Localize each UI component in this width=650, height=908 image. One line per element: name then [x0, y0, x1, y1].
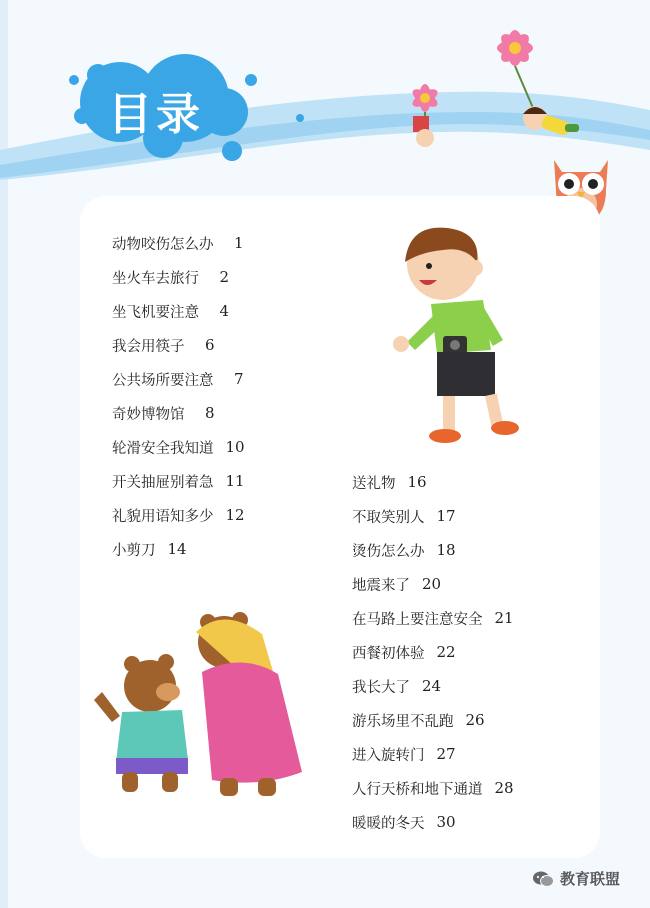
toc-entry-page: 8 [204, 404, 215, 422]
toc-entry-page: 16 [407, 473, 427, 491]
toc-entry[interactable] [352, 709, 485, 731]
toc-entry-page: 14 [167, 540, 187, 558]
toc-entry-title: 轮滑安全我知道 [112, 440, 214, 457]
toc-entry-page: 20 [422, 575, 442, 593]
page-title: 目录 [108, 89, 204, 140]
toc-entry[interactable] [352, 675, 441, 697]
toc-entry-title: 送礼物 [352, 475, 396, 492]
toc-entry[interactable] [112, 470, 245, 492]
toc-entry-title: 地震来了 [352, 577, 410, 594]
flower-kite-girl-illustration [395, 20, 585, 150]
toc-entry[interactable] [352, 811, 456, 833]
toc-entry-title: 人行天桥和地下通道 [352, 781, 483, 798]
bear-family-illustration [92, 612, 317, 802]
wechat-icon [532, 870, 554, 888]
toc-entry-page: 22 [436, 643, 456, 661]
toc-entry-page: 6 [204, 336, 215, 354]
toc-entry[interactable] [112, 334, 215, 356]
toc-entry-page: 28 [494, 779, 514, 797]
toc-entry-title: 进入旋转门 [352, 747, 425, 764]
toc-entry-page: 7 [233, 370, 244, 388]
toc-entry-title: 公共场所要注意 [112, 372, 214, 389]
toc-entry[interactable] [112, 436, 245, 458]
toc-entry[interactable] [352, 471, 427, 493]
toc-entry-title: 我长大了 [352, 679, 410, 696]
toc-entry-page: 17 [436, 507, 456, 525]
toc-entry[interactable] [112, 504, 245, 526]
toc-entry[interactable] [352, 505, 456, 527]
toc-entry[interactable] [112, 368, 244, 390]
toc-entry[interactable] [352, 607, 514, 629]
toc-entry-page: 11 [225, 472, 245, 490]
toc-entry-title: 动物咬伤怎么办 [112, 236, 214, 253]
toc-entry-page: 24 [422, 677, 442, 695]
toc-entry[interactable] [352, 743, 456, 765]
watermark-text: 教育联盟 [560, 870, 621, 888]
toc-entry-title: 烫伤怎么办 [352, 543, 425, 560]
toc-entry-title: 游乐场里不乱跑 [352, 713, 454, 730]
toc-entry[interactable] [352, 539, 456, 561]
toc-entry-page: 18 [436, 541, 456, 559]
toc-entry[interactable] [352, 777, 514, 799]
toc-entry-title: 礼貌用语知多少 [112, 508, 214, 525]
watermark [532, 868, 620, 889]
toc-entry[interactable] [352, 641, 456, 663]
toc-entry[interactable] [352, 573, 441, 595]
toc-entry-page: 2 [219, 268, 229, 286]
toc-entry-page: 21 [494, 609, 514, 627]
toc-entry[interactable] [112, 232, 244, 254]
toc-entry-title: 小剪刀 [112, 542, 156, 559]
toc-entry-title: 坐飞机要注意 [112, 304, 199, 321]
toc-entry[interactable] [112, 538, 187, 560]
toc-entry-title: 奇妙博物馆 [112, 406, 185, 423]
toc-entry-page: 26 [465, 711, 485, 729]
toc-entry-page: 12 [225, 506, 245, 524]
toc-entry-page: 27 [436, 745, 456, 763]
toc-entry-page: 4 [219, 302, 229, 320]
toc-entry[interactable] [112, 402, 215, 424]
toc-entry-page: 1 [233, 234, 244, 252]
toc-entry-title: 坐火车去旅行 [112, 270, 199, 287]
toc-entry-title: 西餐初体验 [352, 645, 425, 662]
toc-entry-title: 不取笑别人 [352, 509, 425, 526]
toc-entry-title: 暖暖的冬天 [352, 815, 425, 832]
toc-entry[interactable] [112, 266, 229, 288]
toc-entry-page: 30 [436, 813, 456, 831]
boy-with-camera-illustration [385, 222, 535, 452]
toc-entry-page: 10 [225, 438, 245, 456]
toc-entry-title: 开关抽屉别着急 [112, 474, 214, 491]
toc-entry[interactable] [112, 300, 229, 322]
toc-entry-title: 在马路上要注意安全 [352, 611, 483, 628]
toc-entry-title: 我会用筷子 [112, 338, 185, 355]
